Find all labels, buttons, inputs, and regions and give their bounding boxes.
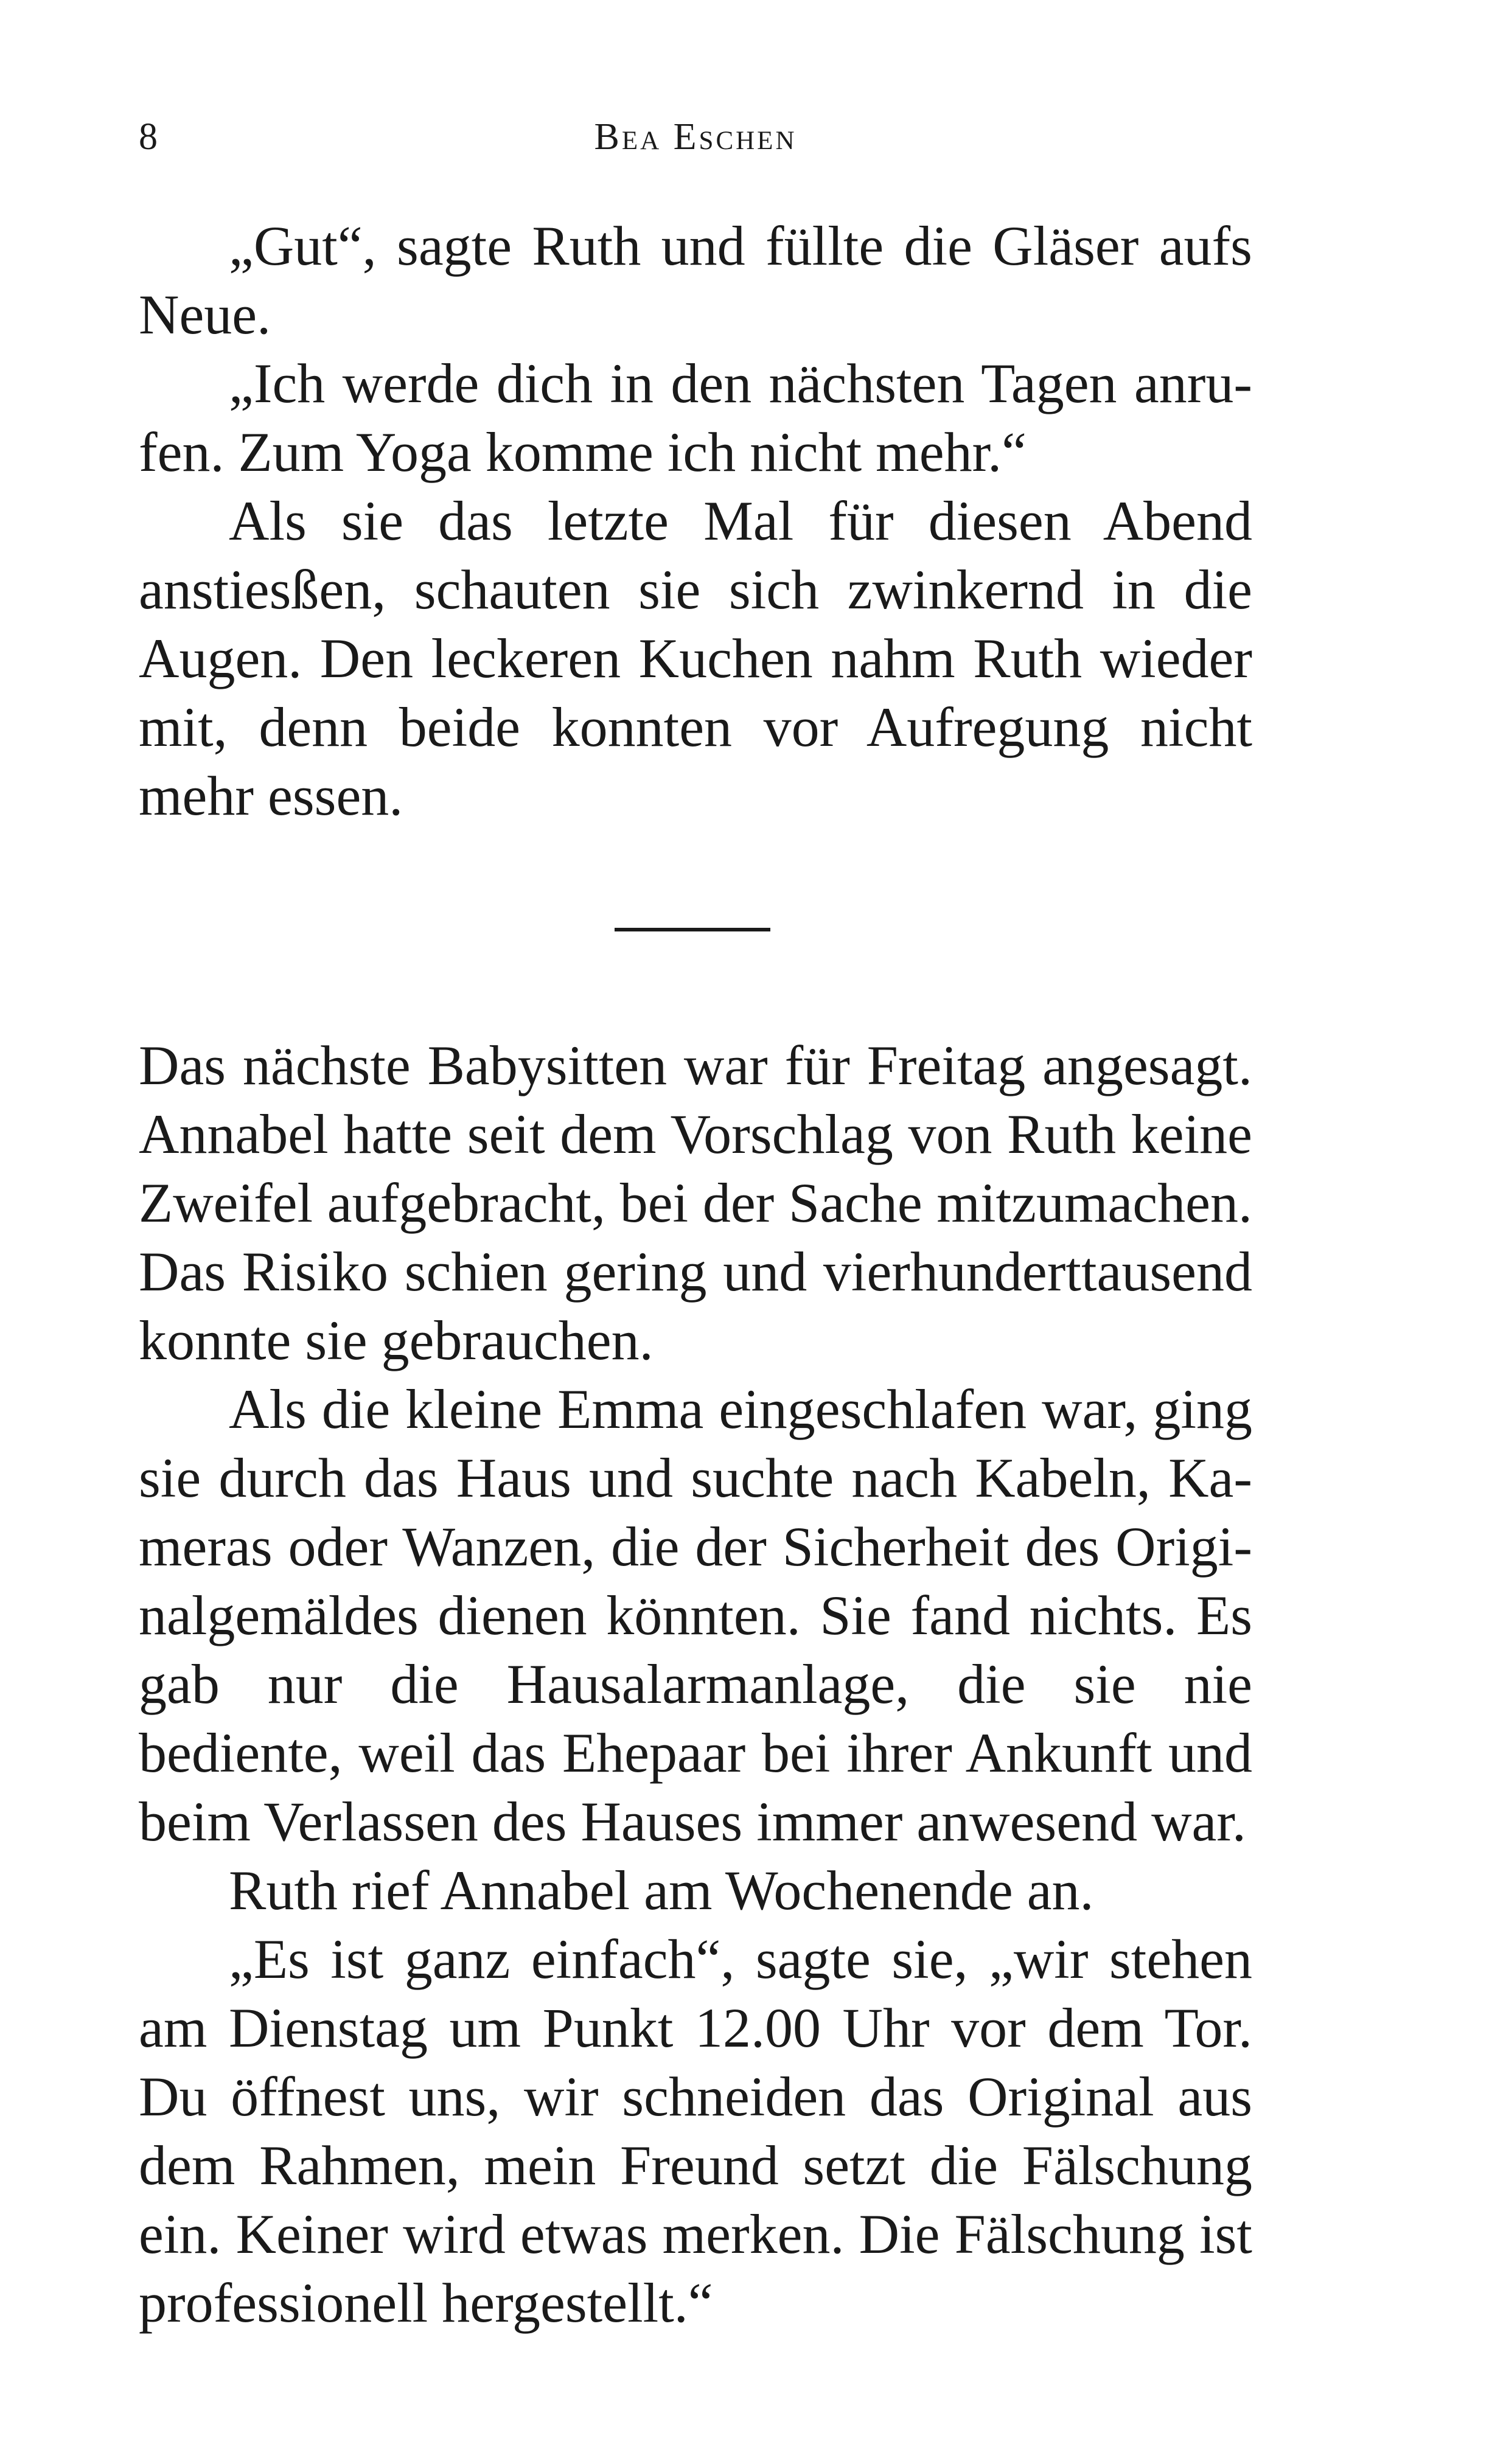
section-1-text xyxy=(139,212,1252,830)
section-2-text xyxy=(139,1031,1252,2337)
running-head-author: Bea Eschen xyxy=(594,116,797,158)
running-head xyxy=(139,113,1252,161)
paragraph: Als sie das letzte Mal für diesen Abend anstiesßen, schauten sie sich zwinkernd in die Augen. Den leckeren Kuchen nahm Ruth wieder mit, denn beide konnten vor Aufregung nicht mehr essen. xyxy=(139,490,1252,827)
paragraph: „Es ist ganz einfach“, sagte sie, „wir stehen am Dienstag um Punkt 12.00 Uhr vor dem Tor. Du öffnest uns, wir schneiden das Original aus dem Rahmen, mein Freund setzt die Fälschung ein. Keiner wird etwas merken. Die Fälschung ist professionell hergestellt.“ xyxy=(139,1928,1252,2334)
paragraph: Das nächste Babysitten war für Freitag angesagt. Annabel hatte seit dem Vorschlag von Ruth keine Zweifel aufgebracht, bei der Sache mitzumachen. Das Risiko schien gering und vierhunderttausend konnte sie gebrauchen. xyxy=(139,1034,1252,1371)
paragraph: „Gut“, sagte Ruth und füllte die Gläser aufs Neue. xyxy=(139,215,1252,346)
section-separator xyxy=(615,928,770,931)
paragraph: Als die kleine Emma eingeschlafen war, ging sie durch das Haus und suchte nach Kabeln, Kameras oder Wanzen, die der Sicherheit des Originalgemäldes dienen könnten. Sie fand nichts. Es gab nur die Hausalarmanlage, die sie nie bediente, weil das Ehepaar bei ihrer Ankunft und beim Verlassen des Hauses immer anwesend war. xyxy=(139,1378,1252,1853)
paragraph: Ruth rief Annabel am Wochenende an. xyxy=(229,1859,1094,1921)
paragraph: „Ich werde dich in den nächsten Tagen anrufen. Zum Yoga komme ich nicht mehr.“ xyxy=(139,352,1252,483)
page-number: 8 xyxy=(139,116,158,158)
